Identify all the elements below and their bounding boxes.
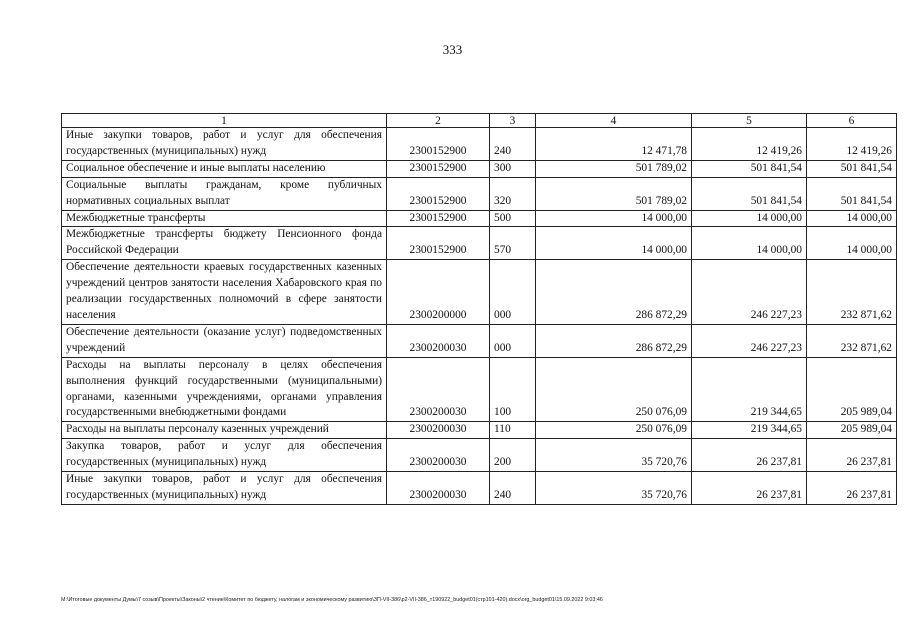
row-type: 570 <box>490 227 536 260</box>
row-code: 2300200000 <box>387 260 490 325</box>
row-type: 240 <box>490 128 536 161</box>
row-value-3: 232 871,62 <box>807 260 897 325</box>
table-row <box>62 177 897 210</box>
row-value-2: 14 000,00 <box>692 210 807 227</box>
row-name: Иные закупки товаров, работ и услуг для обеспечения государственных (муниципальных) нужд <box>62 128 387 161</box>
row-name: Иные закупки товаров, работ и услуг для обеспечения государственных (муниципальных) нужд <box>62 472 387 505</box>
row-code: 2300152900 <box>387 210 490 227</box>
row-code: 2300152900 <box>387 227 490 260</box>
table-row <box>62 357 897 422</box>
row-value-3: 501 841,54 <box>807 160 897 177</box>
row-value-3: 205 989,04 <box>807 422 897 439</box>
row-value-2: 26 237,81 <box>692 472 807 505</box>
row-value-1: 286 872,29 <box>536 260 692 325</box>
row-value-2: 14 000,00 <box>692 227 807 260</box>
table-row <box>62 422 897 439</box>
row-value-2: 501 841,54 <box>692 177 807 210</box>
row-value-1: 35 720,76 <box>536 439 692 472</box>
table-row <box>62 160 897 177</box>
row-value-3: 26 237,81 <box>807 439 897 472</box>
row-value-2: 219 344,65 <box>692 357 807 422</box>
row-name: Расходы на выплаты персоналу казенных учреждений <box>62 422 387 439</box>
row-value-2: 501 841,54 <box>692 160 807 177</box>
column-header: 3 <box>490 114 536 128</box>
document-file-path: М:\Итоговые документы Думы\7 созыв\Проекты\Законы\2 чтение\Комитет по бюджету, налогам и экономическому развитию\ЗП-VII-386\р2-VII-386_т190922_budget01(стр101-420).docx\org_budget01\15.09.2022 9:03:46 <box>61 597 603 603</box>
row-name: Закупка товаров, работ и услуг для обеспечения государственных (муниципальных) нужд <box>62 439 387 472</box>
budget-table <box>61 113 897 505</box>
row-value-3: 232 871,62 <box>807 324 897 357</box>
table-header-row <box>62 114 897 128</box>
row-value-2: 246 227,23 <box>692 324 807 357</box>
row-type: 110 <box>490 422 536 439</box>
row-value-1: 35 720,76 <box>536 472 692 505</box>
row-value-2: 26 237,81 <box>692 439 807 472</box>
row-name: Обеспечение деятельности краевых государственных казенных учреждений центров занятости населения Хабаровского края по реализации государственных полномочий в сфере занятости населения <box>62 260 387 325</box>
row-name: Межбюджетные трансферты <box>62 210 387 227</box>
column-header: 5 <box>692 114 807 128</box>
row-type: 100 <box>490 357 536 422</box>
row-type: 300 <box>490 160 536 177</box>
row-code: 2300200030 <box>387 439 490 472</box>
row-value-2: 219 344,65 <box>692 422 807 439</box>
table-row <box>62 227 897 260</box>
row-type: 000 <box>490 260 536 325</box>
row-value-1: 14 000,00 <box>536 227 692 260</box>
row-type: 000 <box>490 324 536 357</box>
row-value-1: 250 076,09 <box>536 357 692 422</box>
page-number: 333 <box>442 42 463 57</box>
row-code: 2300152900 <box>387 177 490 210</box>
row-name: Социальное обеспечение и иные выплаты населению <box>62 160 387 177</box>
row-code: 2300200030 <box>387 422 490 439</box>
row-value-1: 286 872,29 <box>536 324 692 357</box>
row-value-1: 501 789,02 <box>536 177 692 210</box>
table-row <box>62 210 897 227</box>
table-row <box>62 324 897 357</box>
row-code: 2300152900 <box>387 128 490 161</box>
column-header: 1 <box>62 114 387 128</box>
row-code: 2300200030 <box>387 472 490 505</box>
row-value-3: 501 841,54 <box>807 177 897 210</box>
row-code: 2300152900 <box>387 160 490 177</box>
row-code: 2300200030 <box>387 357 490 422</box>
row-value-2: 246 227,23 <box>692 260 807 325</box>
row-type: 240 <box>490 472 536 505</box>
row-value-1: 250 076,09 <box>536 422 692 439</box>
row-type: 320 <box>490 177 536 210</box>
row-value-3: 12 419,26 <box>807 128 897 161</box>
table-row <box>62 439 897 472</box>
table-row <box>62 260 897 325</box>
row-name: Расходы на выплаты персоналу в целях обеспечения выполнения функций государственными (муниципальными) органами, казенными учреждениями, органами управления государственными внебюджетными фондами <box>62 357 387 422</box>
row-value-1: 501 789,02 <box>536 160 692 177</box>
row-value-3: 26 237,81 <box>807 472 897 505</box>
row-value-3: 14 000,00 <box>807 227 897 260</box>
row-value-3: 14 000,00 <box>807 210 897 227</box>
table-row <box>62 472 897 505</box>
row-value-3: 205 989,04 <box>807 357 897 422</box>
row-value-1: 12 471,78 <box>536 128 692 161</box>
column-header: 4 <box>536 114 692 128</box>
table-row <box>62 128 897 161</box>
row-code: 2300200030 <box>387 324 490 357</box>
column-header: 2 <box>387 114 490 128</box>
row-value-1: 14 000,00 <box>536 210 692 227</box>
row-type: 500 <box>490 210 536 227</box>
row-name: Межбюджетные трансферты бюджету Пенсионного фонда Российской Федерации <box>62 227 387 260</box>
row-name: Социальные выплаты гражданам, кроме публичных нормативных социальных выплат <box>62 177 387 210</box>
row-type: 200 <box>490 439 536 472</box>
row-value-2: 12 419,26 <box>692 128 807 161</box>
column-header: 6 <box>807 114 897 128</box>
row-name: Обеспечение деятельности (оказание услуг) подведомственных учреждений <box>62 324 387 357</box>
